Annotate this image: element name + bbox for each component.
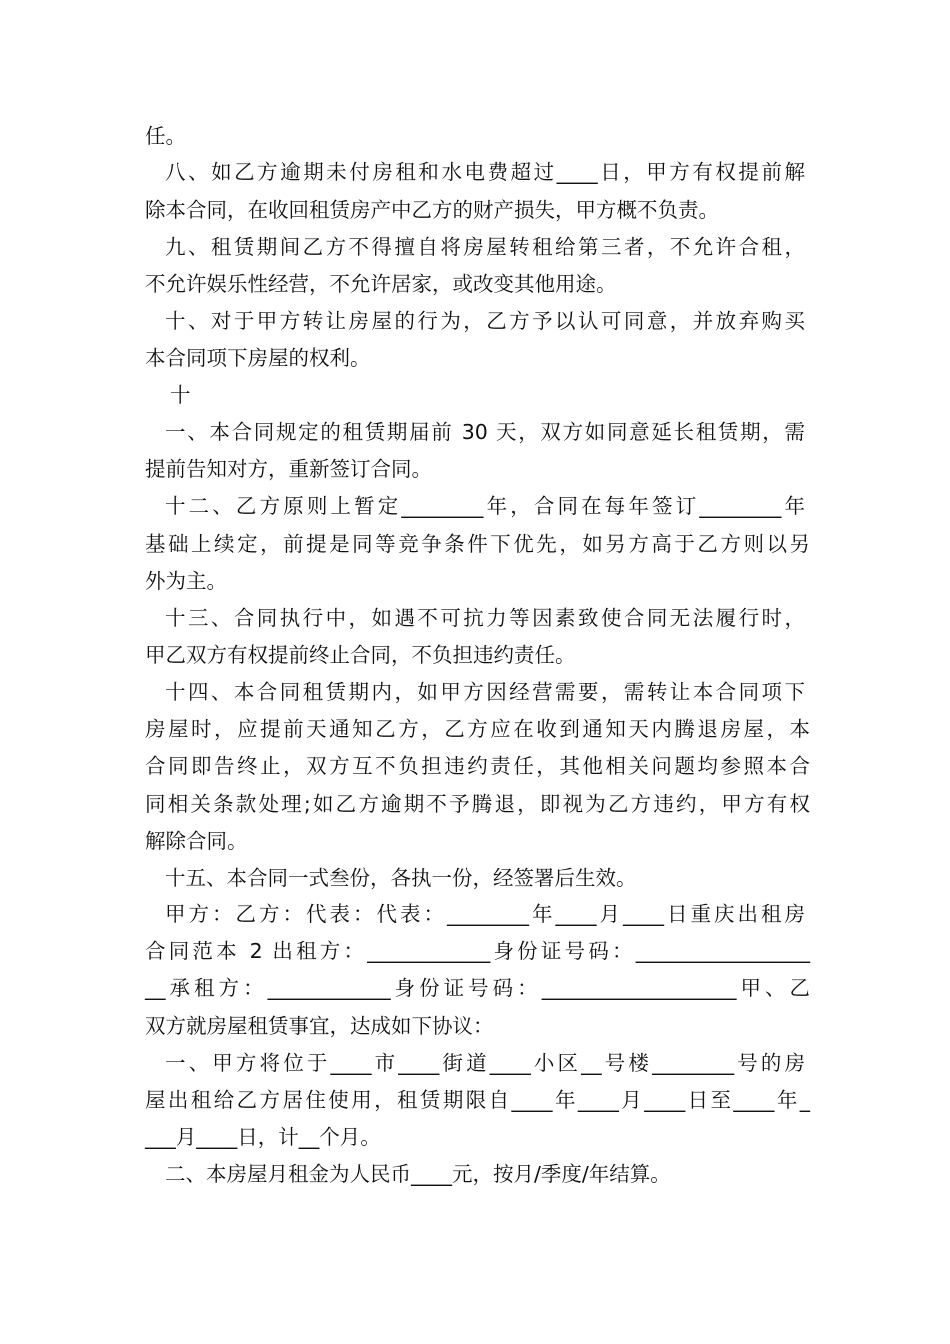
text-line: 八、如乙方逾期未付房租和水电费超过____日，甲方有权提前解 <box>165 160 805 184</box>
text-line: 合同范本 2 出租方：____________身份证号码：_________________ <box>145 939 810 963</box>
text-line: 不允许娱乐性经营，不允许居家，或改变其他用途。 <box>145 272 617 296</box>
text-line: 十四、本合同租赁期内，如甲方因经营需要，需转让本合同项下 <box>165 680 805 704</box>
text-line: 一、甲方将位于____市____街道____小区__号楼________号的房 <box>165 1051 805 1075</box>
text-line: 同相关条款处理;如乙方逾期不予腾退，即视为乙方违约，甲方有权 <box>145 792 810 816</box>
text-line: 合同即告终止，双方互不负担违约责任，其他相关问题均参照本合 <box>145 754 810 778</box>
text-line: 二、本房屋月租金为人民币____元，按月/季度/年结算。 <box>165 1162 671 1186</box>
text-line: 甲方：乙方：代表：代表：________年____月____日重庆出租房 <box>165 902 805 926</box>
text-line: 任。 <box>145 124 186 148</box>
text-line: 甲乙双方有权提前终止合同，不负担违约责任。 <box>145 643 576 667</box>
text-line: 十三、合同执行中，如遇不可抗力等因素致使合同无法履行时， <box>165 606 805 630</box>
text-line: __承租方：____________身份证号码：___________________甲、乙 <box>145 976 810 1000</box>
text-line: 十五、本合同一式叁份，各执一份，经签署后生效。 <box>165 866 637 890</box>
text-line: 一、本合同规定的租赁期届前 30 天，双方如同意延长租赁期，需 <box>165 420 805 444</box>
text-line: 双方就房屋租赁事宜，达成如下协议： <box>145 1014 494 1038</box>
text-line: ___月____日，计__个月。 <box>145 1125 381 1149</box>
text-line: 外为主。 <box>145 569 227 593</box>
text-line: 基础上续定，前提是同等竞争条件下优先，如另方高于乙方则以另 <box>145 532 810 556</box>
text-line: 房屋时，应提前天通知乙方，乙方应在收到通知天内腾退房屋，本 <box>145 717 810 741</box>
text-line: 本合同项下房屋的权利。 <box>145 346 371 370</box>
text-line: 十 <box>170 383 191 407</box>
text-line: 九、租赁期间乙方不得擅自将房屋转租给第三者，不允许合租， <box>165 235 805 259</box>
text-line: 提前告知对方，重新签订合同。 <box>145 457 432 481</box>
text-line: 十、对于甲方转让房屋的行为，乙方予以认可同意，并放弃购买 <box>165 309 805 333</box>
text-line: 十二、乙方原则上暂定________年，合同在每年签订________年 <box>165 494 805 518</box>
text-line: 除本合同，在收回租赁房产中乙方的财产损失，甲方概不负责。 <box>145 198 719 222</box>
text-line: 解除合同。 <box>145 829 248 853</box>
text-line: 屋出租给乙方居住使用，租赁期限自____年____月____日至____年_ <box>145 1088 810 1112</box>
